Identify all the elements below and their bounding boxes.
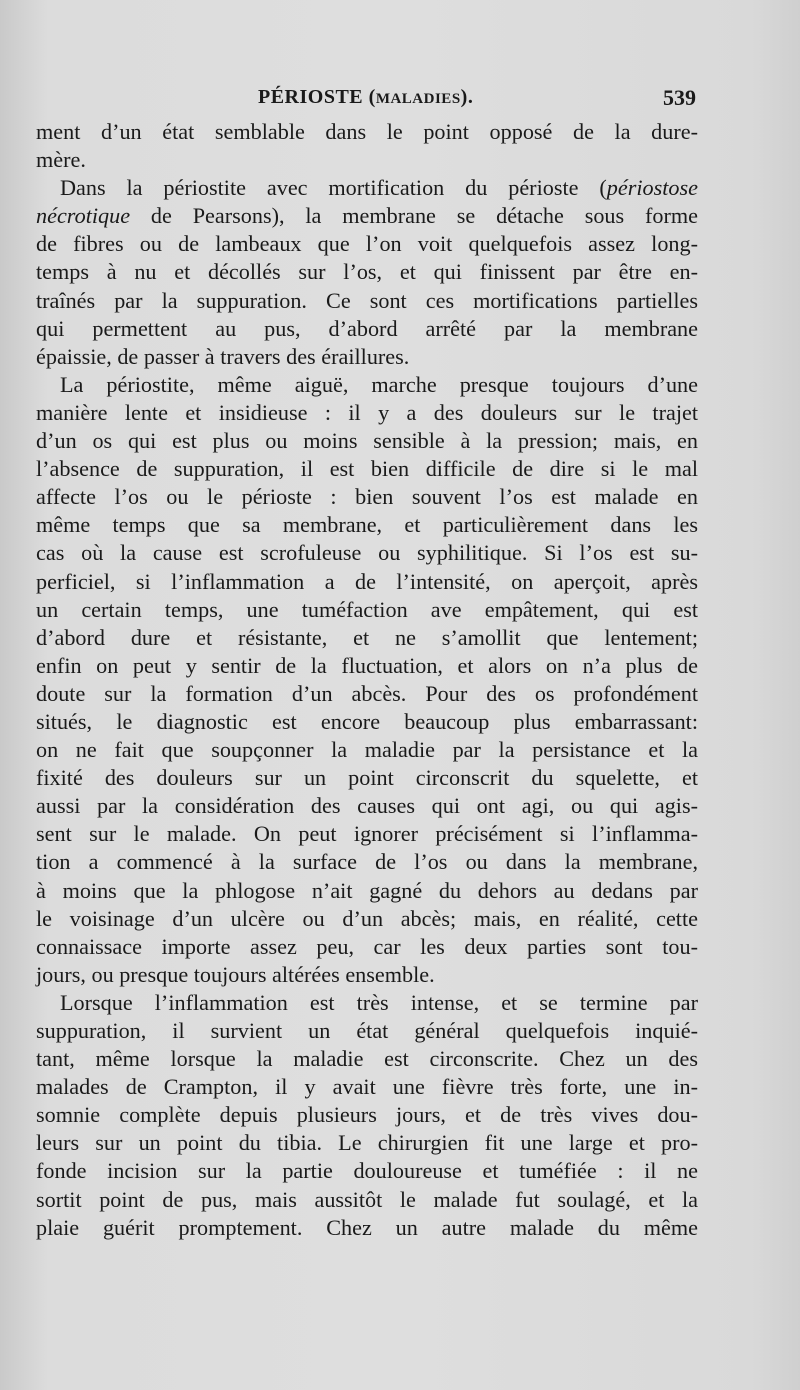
text-line [36,1045,698,1073]
text-line [36,1073,698,1101]
line-text: sortit point de pus, mais aussitôt le malade fut soulagé, et la [36,1186,698,1212]
text-line [36,371,698,399]
text-line [36,792,698,820]
running-header [36,86,696,116]
text-line [36,146,698,174]
line-text: de fibres ou de lambeaux que l’on voit quelquefois assez long- [36,231,698,257]
line-text: qui permettent au pus, d’abord arrêté par la membrane [36,315,698,341]
text-line [36,315,698,343]
text-line [36,455,698,483]
text-line [36,877,698,905]
line-text: on ne fait que soupçonner la maladie par la persistance et la [36,737,698,763]
line-text: Lorsque l’inflammation est très intense, et se termine par [60,989,698,1015]
text-line [36,596,698,624]
line-text: somnie complète depuis plusieurs jours, et de très vives dou- [36,1102,698,1128]
text-line [36,848,698,876]
line-text: manière lente et insidieuse : il y a des douleurs sur le trajet [36,399,698,425]
line-text: cas où la cause est scrofuleuse ou syphilitique. Si l’os est su- [36,540,698,566]
text-line [36,568,698,596]
text-line [36,736,698,764]
line-text: tant, même lorsque la maladie est circonscrite. Chez un des [36,1046,698,1072]
line-text: aussi par la considération des causes qui ont agi, ou qui agis- [36,793,698,819]
line-text: fonde incision sur la partie douloureuse et tuméfiée : il ne [36,1158,698,1184]
text-line [36,343,698,371]
text-line [36,399,698,427]
text-line [36,961,698,989]
text-line [36,1101,698,1129]
line-text: plaie guérit promptement. Chez un autre malade du même [36,1214,698,1240]
text-line [36,989,698,1017]
text-line [36,230,698,258]
line-text: un certain temps, une tuméfaction ave empâtement, qui est [36,596,698,622]
line-text: temps à nu et décollés sur l’os, et qui finissent par être en- [36,259,698,285]
running-title-main: PÉRIOSTE ( [258,86,376,108]
running-title-smallcaps: MALADIES [375,91,461,107]
line-text: d’abord dure et résistante, et ne s’amollit que lentement; [36,624,698,650]
text-line [36,258,698,286]
line-text: La périostite, même aiguë, marche presque toujours d’une [60,371,698,397]
line-text: fixité des douleurs sur un point circonscrit du squelette, et [36,765,698,791]
text-line [36,174,698,202]
line-text: ment d’un état semblable dans le point opposé de la dure- [36,119,698,144]
line-text: à moins que la phlogose n’ait gagné du dehors au dedans par [36,877,698,903]
line-text: doute sur la formation d’un abcès. Pour des os profondément [36,680,698,706]
line-text: situés, le diagnostic est encore beaucoup plus embarrassant: [36,708,698,734]
italic-term: périostose [606,175,698,201]
line-text: jours, ou presque toujours altérées ensemble. [36,961,435,987]
text-line [36,1017,698,1045]
text-line [36,933,698,961]
text-line [36,483,698,511]
line-text: traînés par la suppuration. Ce sont ces mortifications partielles [36,287,698,313]
text-line [36,1214,698,1242]
text-line [36,1157,698,1185]
line-text: leurs sur un point du tibia. Le chirurgien fit une large et pro- [36,1130,698,1156]
text-line [36,1186,698,1214]
line-text: suppuration, il survient un état général quelquefois inquié- [36,1018,698,1043]
line-text: Dans la périostite avec mortification du périoste ( [60,175,607,201]
running-title [258,86,473,109]
line-text: perficiel, si l’inflammation a de l’intensité, on aperçoit, après [36,568,698,594]
text-line [36,511,698,539]
text-line [36,287,698,315]
text-line [36,820,698,848]
running-title-end: ). [460,86,474,108]
line-text: l’absence de suppuration, il est bien difficile de dire si le mal [36,456,698,482]
text-line [36,708,698,736]
text-line [36,652,698,680]
line-text: même temps que sa membrane, et particulièrement dans les [36,512,698,538]
line-text: épaissie, de passer à travers des éraillures. [36,343,410,369]
page-number: 539 [663,85,696,110]
line-text: connaissace importe assez peu, car les deux parties sont tou- [36,933,698,959]
line-text: affecte l’os ou le périoste : bien souvent l’os est malade en [36,484,698,510]
line-text: tion a commencé à la surface de l’os ou dans la membrane, [36,849,698,875]
body-text [36,118,698,1242]
text-line [36,680,698,708]
text-line [36,202,698,230]
line-text: enfin on peut y sentir de la fluctuation, et alors on n’a plus de [36,652,698,678]
text-line [36,624,698,652]
text-line [36,539,698,567]
line-text: d’un os qui est plus ou moins sensible à la pression; mais, en [36,428,698,454]
line-text: malades de Crampton, il y avait une fièvre très forte, une in- [36,1074,698,1100]
line-text: le voisinage d’un ulcère ou d’un abcès; mais, en réalité, cette [36,905,698,931]
line-text: sent sur le malade. On peut ignorer précisément si l’inflamma- [36,821,698,847]
line-text: de Pearsons), la membrane se détache sous forme [130,203,698,229]
italic-term: nécrotique [36,203,131,229]
text-line [36,764,698,792]
line-text: mère. [36,147,86,173]
text-line [36,1129,698,1157]
text-line [36,118,698,146]
text-line [36,905,698,933]
text-line [36,427,698,455]
